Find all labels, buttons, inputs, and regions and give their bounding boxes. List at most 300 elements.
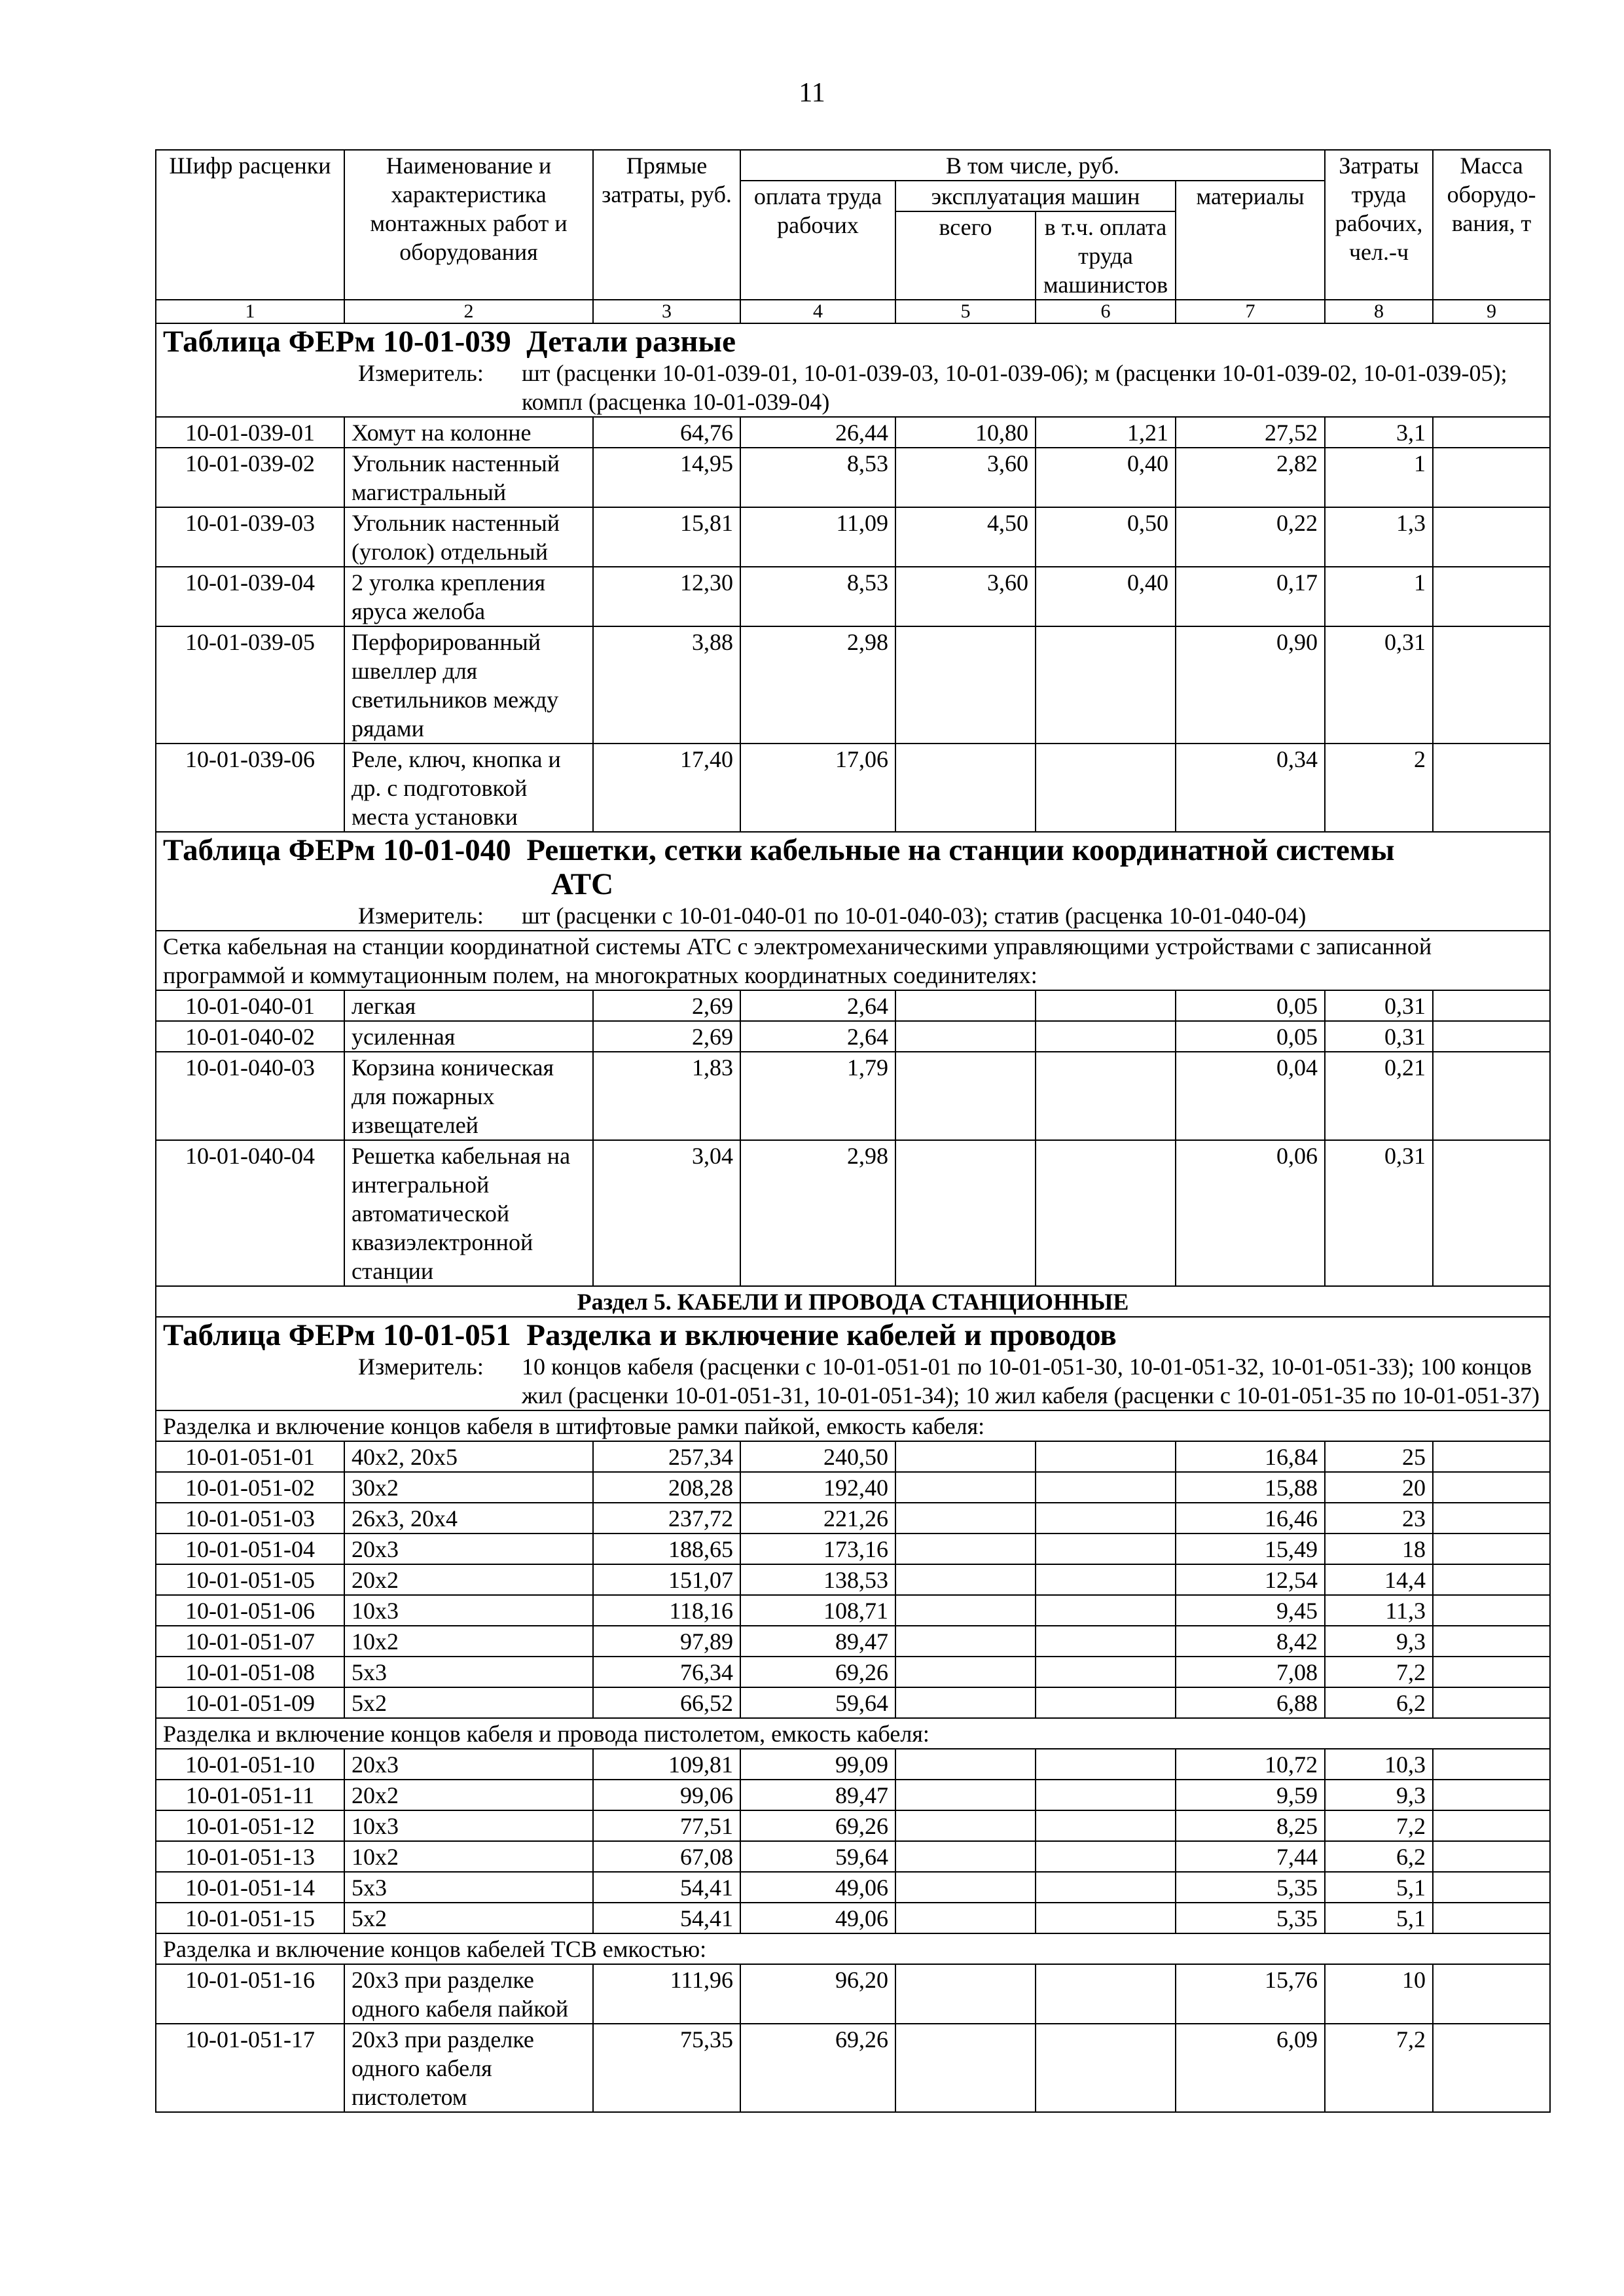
labor-hours-cell: 7,2 — [1325, 2024, 1433, 2112]
materials-cell: 15,88 — [1176, 1472, 1325, 1503]
materials-cell: 0,06 — [1176, 1140, 1325, 1286]
worker-wages-cell: 192,40 — [740, 1472, 895, 1503]
table-051-rows-3 — [156, 1964, 1550, 2112]
rate-code-cell: 10-01-039-05 — [156, 626, 344, 744]
materials-cell: 6,88 — [1176, 1687, 1325, 1718]
equipment-mass-cell — [1433, 1503, 1550, 1534]
worker-wages-cell: 49,06 — [740, 1903, 895, 1933]
header-including: В том числе, руб. — [740, 150, 1325, 181]
operator-wages-cell — [1036, 1687, 1176, 1718]
labor-hours-cell: 11,3 — [1325, 1595, 1433, 1626]
direct-costs-cell: 237,72 — [593, 1503, 740, 1534]
labor-hours-cell: 10,3 — [1325, 1749, 1433, 1780]
equipment-mass-cell — [1433, 1564, 1550, 1595]
machines-total-cell — [895, 1964, 1036, 2024]
column-number: 5 — [895, 300, 1036, 323]
equipment-mass-cell — [1433, 1810, 1550, 1841]
worker-wages-cell: 69,26 — [740, 1657, 895, 1687]
materials-cell: 0,05 — [1176, 1021, 1325, 1052]
work-name-cell: 10х3 — [344, 1595, 593, 1626]
equipment-mass-cell — [1433, 1749, 1550, 1780]
worker-wages-cell: 221,26 — [740, 1503, 895, 1534]
table-row — [156, 1810, 1550, 1841]
table-row — [156, 1595, 1550, 1626]
table-040-name-cont: АТС — [551, 867, 614, 901]
worker-wages-cell: 8,53 — [740, 448, 895, 507]
direct-costs-cell: 109,81 — [593, 1749, 740, 1780]
worker-wages-cell: 17,06 — [740, 744, 895, 832]
equipment-mass-cell — [1433, 417, 1550, 448]
machines-total-cell — [895, 744, 1036, 832]
work-name-cell: 2 уголка крепления яруса желоба — [344, 567, 593, 626]
worker-wages-cell: 2,64 — [740, 990, 895, 1021]
direct-costs-cell: 257,34 — [593, 1441, 740, 1472]
direct-costs-cell: 1,83 — [593, 1052, 740, 1140]
work-name-cell: 5х3 — [344, 1657, 593, 1687]
work-name-cell: 20х3 при разделке одного кабеля пайкой — [344, 1964, 593, 2024]
table-row — [156, 1052, 1550, 1140]
operator-wages-cell — [1036, 1780, 1176, 1810]
header-materials: материалы — [1176, 181, 1325, 300]
equipment-mass-cell — [1433, 626, 1550, 744]
equipment-mass-cell — [1433, 448, 1550, 507]
machines-total-cell — [895, 1595, 1036, 1626]
labor-hours-cell: 25 — [1325, 1441, 1433, 1472]
machines-total-cell — [895, 1687, 1036, 1718]
rate-code-cell: 10-01-039-01 — [156, 417, 344, 448]
table-051-subheader-1: Разделка и включение концов кабеля в штифтовые рамки пайкой, емкость кабеля: — [156, 1410, 1550, 1441]
labor-hours-cell: 1 — [1325, 567, 1433, 626]
machines-total-cell — [895, 1903, 1036, 1933]
table-row — [156, 990, 1550, 1021]
work-name-cell: 5х2 — [344, 1687, 593, 1718]
direct-costs-cell: 76,34 — [593, 1657, 740, 1687]
machines-total-cell — [895, 1872, 1036, 1903]
table-row — [156, 1903, 1550, 1933]
work-name-cell: 20х3 при разделке одного кабеля пистолетом — [344, 2024, 593, 2112]
table-040-name: Решетки, сетки кабельные на станции координатной системы — [526, 833, 1395, 867]
table-row — [156, 2024, 1550, 2112]
operator-wages-cell — [1036, 1021, 1176, 1052]
table-row — [156, 1841, 1550, 1872]
labor-hours-cell: 2 — [1325, 744, 1433, 832]
labor-hours-cell: 20 — [1325, 1472, 1433, 1503]
direct-costs-cell: 151,07 — [593, 1564, 740, 1595]
table-039-rows — [156, 417, 1550, 832]
worker-wages-cell: 89,47 — [740, 1626, 895, 1657]
work-name-cell: усиленная — [344, 1021, 593, 1052]
header-code: Шифр расценки — [156, 150, 344, 300]
direct-costs-cell: 75,35 — [593, 2024, 740, 2112]
table-051-measure — [163, 1352, 1543, 1410]
table-040-title — [156, 832, 1550, 931]
table-051-rows-2 — [156, 1749, 1550, 1933]
direct-costs-cell: 54,41 — [593, 1903, 740, 1933]
table-051-rows-1 — [156, 1441, 1550, 1718]
work-name-cell: Хомут на колонне — [344, 417, 593, 448]
materials-cell: 7,08 — [1176, 1657, 1325, 1687]
table-row — [156, 1441, 1550, 1472]
table-row — [156, 507, 1550, 567]
rate-code-cell: 10-01-039-06 — [156, 744, 344, 832]
rate-code-cell: 10-01-051-15 — [156, 1903, 344, 1933]
materials-cell: 8,42 — [1176, 1626, 1325, 1657]
equipment-mass-cell — [1433, 1657, 1550, 1687]
direct-costs-cell: 188,65 — [593, 1534, 740, 1564]
measure-value: шт (расценки с 10-01-040-01 по 10-01-040-03); статив (расценка 10-01-040-04) — [522, 903, 1307, 929]
operator-wages-cell — [1036, 1441, 1176, 1472]
direct-costs-cell: 2,69 — [593, 1021, 740, 1052]
table-row — [156, 1534, 1550, 1564]
materials-cell: 15,49 — [1176, 1534, 1325, 1564]
operator-wages-cell — [1036, 1626, 1176, 1657]
materials-cell: 0,22 — [1176, 507, 1325, 567]
measure-label: Измеритель: — [358, 360, 484, 386]
rate-code-cell: 10-01-051-12 — [156, 1810, 344, 1841]
worker-wages-cell: 26,44 — [740, 417, 895, 448]
equipment-mass-cell — [1433, 744, 1550, 832]
direct-costs-cell: 15,81 — [593, 507, 740, 567]
labor-hours-cell: 18 — [1325, 1534, 1433, 1564]
table-039-title — [156, 323, 1550, 417]
worker-wages-cell: 2,98 — [740, 1140, 895, 1286]
labor-hours-cell: 0,21 — [1325, 1052, 1433, 1140]
machines-total-cell: 3,60 — [895, 448, 1036, 507]
direct-costs-cell: 67,08 — [593, 1841, 740, 1872]
machines-total-cell — [895, 2024, 1036, 2112]
table-051-subheader-2: Разделка и включение концов кабеля и провода пистолетом, емкость кабеля: — [156, 1718, 1550, 1749]
work-name-cell: Решетка кабельная на интегральной автоматической квазиэлектронной станции — [344, 1140, 593, 1286]
equipment-mass-cell — [1433, 1021, 1550, 1052]
column-number: 4 — [740, 300, 895, 323]
price-table — [155, 149, 1551, 2113]
worker-wages-cell: 59,64 — [740, 1841, 895, 1872]
direct-costs-cell: 12,30 — [593, 567, 740, 626]
equipment-mass-cell — [1433, 1472, 1550, 1503]
labor-hours-cell: 9,3 — [1325, 1780, 1433, 1810]
equipment-mass-cell — [1433, 1140, 1550, 1286]
machines-total-cell — [895, 1472, 1036, 1503]
table-row — [156, 1657, 1550, 1687]
direct-costs-cell: 17,40 — [593, 744, 740, 832]
materials-cell: 2,82 — [1176, 448, 1325, 507]
work-name-cell: 20х2 — [344, 1564, 593, 1595]
table-row — [156, 1564, 1550, 1595]
work-name-cell: легкая — [344, 990, 593, 1021]
operator-wages-cell — [1036, 1140, 1176, 1286]
worker-wages-cell: 8,53 — [740, 567, 895, 626]
section-5-title: Раздел 5. КАБЕЛИ И ПРОВОДА СТАНЦИОННЫЕ — [156, 1286, 1550, 1317]
materials-cell: 8,25 — [1176, 1810, 1325, 1841]
worker-wages-cell: 240,50 — [740, 1441, 895, 1472]
worker-wages-cell: 108,71 — [740, 1595, 895, 1626]
equipment-mass-cell — [1433, 1052, 1550, 1140]
direct-costs-cell: 3,88 — [593, 626, 740, 744]
rate-code-cell: 10-01-051-10 — [156, 1749, 344, 1780]
rate-code-cell: 10-01-051-14 — [156, 1872, 344, 1903]
table-row — [156, 1140, 1550, 1286]
work-name-cell: 5х3 — [344, 1872, 593, 1903]
work-name-cell: Угольник настенный (уголок) отдельный — [344, 507, 593, 567]
materials-cell: 7,44 — [1176, 1841, 1325, 1872]
equipment-mass-cell — [1433, 1687, 1550, 1718]
table-039-measure — [163, 359, 1543, 416]
operator-wages-cell — [1036, 1964, 1176, 2024]
work-name-cell: 30х2 — [344, 1472, 593, 1503]
table-row — [156, 1021, 1550, 1052]
measure-label: Измеритель: — [358, 903, 484, 929]
table-row — [156, 626, 1550, 744]
machines-total-cell: 3,60 — [895, 567, 1036, 626]
rate-code-cell: 10-01-040-03 — [156, 1052, 344, 1140]
header-machines-total: всего — [895, 211, 1036, 300]
direct-costs-cell: 111,96 — [593, 1964, 740, 2024]
equipment-mass-cell — [1433, 1441, 1550, 1472]
materials-cell: 5,35 — [1176, 1872, 1325, 1903]
direct-costs-cell: 208,28 — [593, 1472, 740, 1503]
worker-wages-cell: 49,06 — [740, 1872, 895, 1903]
table-040-number: Таблица ФЕРм 10-01-040 — [163, 833, 511, 867]
labor-hours-cell: 0,31 — [1325, 1140, 1433, 1286]
operator-wages-cell — [1036, 1749, 1176, 1780]
labor-hours-cell: 1 — [1325, 448, 1433, 507]
labor-hours-cell: 6,2 — [1325, 1687, 1433, 1718]
materials-cell: 0,90 — [1176, 626, 1325, 744]
table-row — [156, 567, 1550, 626]
worker-wages-cell: 69,26 — [740, 2024, 895, 2112]
direct-costs-cell: 64,76 — [593, 417, 740, 448]
table-051-subheader-3: Разделка и включение концов кабелей ТСВ емкостью: — [156, 1933, 1550, 1964]
operator-wages-cell: 0,50 — [1036, 507, 1176, 567]
labor-hours-cell: 1,3 — [1325, 507, 1433, 567]
labor-hours-cell: 7,2 — [1325, 1810, 1433, 1841]
machines-total-cell — [895, 1657, 1036, 1687]
rate-code-cell: 10-01-051-17 — [156, 2024, 344, 2112]
page-number: 11 — [799, 78, 825, 108]
work-name-cell: 10х2 — [344, 1841, 593, 1872]
rate-code-cell: 10-01-051-11 — [156, 1780, 344, 1810]
operator-wages-cell — [1036, 1810, 1176, 1841]
work-name-cell: 26х3, 20х4 — [344, 1503, 593, 1534]
operator-wages-cell: 1,21 — [1036, 417, 1176, 448]
machines-total-cell — [895, 1780, 1036, 1810]
machines-total-cell — [895, 1564, 1036, 1595]
rate-code-cell: 10-01-039-04 — [156, 567, 344, 626]
operator-wages-cell — [1036, 1534, 1176, 1564]
operator-wages-cell — [1036, 1564, 1176, 1595]
table-040-rows — [156, 990, 1550, 1286]
materials-cell: 6,09 — [1176, 2024, 1325, 2112]
rate-code-cell: 10-01-039-02 — [156, 448, 344, 507]
equipment-mass-cell — [1433, 1903, 1550, 1933]
table-row — [156, 1872, 1550, 1903]
header-equipment-mass: Масса оборудо-вания, т — [1433, 150, 1550, 300]
machines-total-cell — [895, 626, 1036, 744]
materials-cell: 9,45 — [1176, 1595, 1325, 1626]
work-name-cell: 20х3 — [344, 1749, 593, 1780]
labor-hours-cell: 0,31 — [1325, 1021, 1433, 1052]
table-row — [156, 1964, 1550, 2024]
header-machines: эксплуатация машин — [895, 181, 1176, 211]
machines-total-cell — [895, 1626, 1036, 1657]
equipment-mass-cell — [1433, 1595, 1550, 1626]
labor-hours-cell: 3,1 — [1325, 417, 1433, 448]
labor-hours-cell: 10 — [1325, 1964, 1433, 2024]
table-row — [156, 1687, 1550, 1718]
table-040-subheader: Сетка кабельная на станции координатной системы АТС с электромеханическими управляющими устройствами с записанной программой и коммутационным полем, на многократных координатных соединителях: — [156, 931, 1550, 990]
table-row — [156, 744, 1550, 832]
labor-hours-cell: 5,1 — [1325, 1872, 1433, 1903]
materials-cell: 27,52 — [1176, 417, 1325, 448]
labor-hours-cell: 9,3 — [1325, 1626, 1433, 1657]
column-number: 6 — [1036, 300, 1176, 323]
labor-hours-cell: 14,4 — [1325, 1564, 1433, 1595]
work-name-cell: 5х2 — [344, 1903, 593, 1933]
table-039-number: Таблица ФЕРм 10-01-039 — [163, 325, 511, 359]
direct-costs-cell: 14,95 — [593, 448, 740, 507]
work-name-cell: Угольник настенный магистральный — [344, 448, 593, 507]
worker-wages-cell: 173,16 — [740, 1534, 895, 1564]
machines-total-cell — [895, 1503, 1036, 1534]
work-name-cell: 20х3 — [344, 1534, 593, 1564]
labor-hours-cell: 0,31 — [1325, 990, 1433, 1021]
machines-total-cell — [895, 1052, 1036, 1140]
equipment-mass-cell — [1433, 1534, 1550, 1564]
table-051-title — [156, 1317, 1550, 1410]
direct-costs-cell: 54,41 — [593, 1872, 740, 1903]
table-row — [156, 1472, 1550, 1503]
operator-wages-cell: 0,40 — [1036, 567, 1176, 626]
equipment-mass-cell — [1433, 1626, 1550, 1657]
header-worker-wages: оплата труда рабочих — [740, 181, 895, 300]
equipment-mass-cell — [1433, 567, 1550, 626]
work-name-cell: 10х3 — [344, 1810, 593, 1841]
column-number: 7 — [1176, 300, 1325, 323]
rate-code-cell: 10-01-051-02 — [156, 1472, 344, 1503]
rate-code-cell: 10-01-039-03 — [156, 507, 344, 567]
worker-wages-cell: 99,09 — [740, 1749, 895, 1780]
machines-total-cell — [895, 1140, 1036, 1286]
table-row — [156, 448, 1550, 507]
operator-wages-cell — [1036, 1841, 1176, 1872]
machines-total-cell — [895, 1441, 1036, 1472]
labor-hours-cell: 6,2 — [1325, 1841, 1433, 1872]
direct-costs-cell: 66,52 — [593, 1687, 740, 1718]
header-name: Наименование и характеристика монтажных работ и оборудования — [344, 150, 593, 300]
table-row — [156, 1503, 1550, 1534]
column-number: 3 — [593, 300, 740, 323]
rate-code-cell: 10-01-040-04 — [156, 1140, 344, 1286]
operator-wages-cell — [1036, 744, 1176, 832]
column-number: 2 — [344, 300, 593, 323]
machines-total-cell: 10,80 — [895, 417, 1036, 448]
labor-hours-cell: 5,1 — [1325, 1903, 1433, 1933]
materials-cell: 0,34 — [1176, 744, 1325, 832]
direct-costs-cell: 77,51 — [593, 1810, 740, 1841]
column-numbers-row — [156, 300, 1550, 323]
materials-cell: 5,35 — [1176, 1903, 1325, 1933]
materials-cell: 0,05 — [1176, 990, 1325, 1021]
rate-code-cell: 10-01-051-09 — [156, 1687, 344, 1718]
work-name-cell: 20х2 — [344, 1780, 593, 1810]
column-number: 8 — [1325, 300, 1433, 323]
worker-wages-cell: 89,47 — [740, 1780, 895, 1810]
operator-wages-cell — [1036, 1872, 1176, 1903]
worker-wages-cell: 11,09 — [740, 507, 895, 567]
operator-wages-cell — [1036, 1903, 1176, 1933]
equipment-mass-cell — [1433, 1964, 1550, 2024]
materials-cell: 0,17 — [1176, 567, 1325, 626]
materials-cell: 16,84 — [1176, 1441, 1325, 1472]
header-labor-hours: Затраты труда рабочих, чел.-ч — [1325, 150, 1433, 300]
worker-wages-cell: 59,64 — [740, 1687, 895, 1718]
operator-wages-cell: 0,40 — [1036, 448, 1176, 507]
machines-total-cell — [895, 1534, 1036, 1564]
rate-code-cell: 10-01-051-01 — [156, 1441, 344, 1472]
equipment-mass-cell — [1433, 990, 1550, 1021]
machines-total-cell — [895, 1810, 1036, 1841]
direct-costs-cell: 97,89 — [593, 1626, 740, 1657]
column-number: 1 — [156, 300, 344, 323]
rate-code-cell: 10-01-040-02 — [156, 1021, 344, 1052]
table-row — [156, 417, 1550, 448]
table-row — [156, 1749, 1550, 1780]
labor-hours-cell: 7,2 — [1325, 1657, 1433, 1687]
worker-wages-cell: 96,20 — [740, 1964, 895, 2024]
equipment-mass-cell — [1433, 507, 1550, 567]
operator-wages-cell — [1036, 1472, 1176, 1503]
table-051-number: Таблица ФЕРм 10-01-051 — [163, 1318, 511, 1352]
table-040-measure — [163, 901, 1543, 930]
direct-costs-cell: 2,69 — [593, 990, 740, 1021]
measure-value: шт (расценки 10-01-039-01, 10-01-039-03, 10-01-039-06); м (расценки 10-01-039-02, 10-01-039-05); компл (расценка 10-01-039-04) — [522, 360, 1507, 415]
work-name-cell: Реле, ключ, кнопка и др. с подготовкой места установки — [344, 744, 593, 832]
equipment-mass-cell — [1433, 1780, 1550, 1810]
rate-code-cell: 10-01-051-08 — [156, 1657, 344, 1687]
work-name-cell: Корзина коническая для пожарных извещателей — [344, 1052, 593, 1140]
work-name-cell: Перфорированный швеллер для светильников между рядами — [344, 626, 593, 744]
equipment-mass-cell — [1433, 1841, 1550, 1872]
operator-wages-cell — [1036, 1595, 1176, 1626]
machines-total-cell — [895, 1749, 1036, 1780]
operator-wages-cell — [1036, 626, 1176, 744]
measure-value: 10 концов кабеля (расценки с 10-01-051-01 по 10-01-051-30, 10-01-051-32, 10-01-051-33); 100 концов жил (расценки 10-01-051-31, 10-01-051-34); 10 жил кабеля (расценки с 10-01-051-35 по 10-01-051-37) — [522, 1354, 1540, 1408]
materials-cell: 15,76 — [1176, 1964, 1325, 2024]
table-row — [156, 1626, 1550, 1657]
measure-label: Измеритель: — [358, 1354, 484, 1380]
header-operator-wages: в т.ч. оплата труда машинистов — [1036, 211, 1176, 300]
materials-cell: 10,72 — [1176, 1749, 1325, 1780]
worker-wages-cell: 2,98 — [740, 626, 895, 744]
table-039-name: Детали разные — [526, 325, 736, 359]
header-direct-costs: Прямые затраты, руб. — [593, 150, 740, 300]
work-name-cell: 10х2 — [344, 1626, 593, 1657]
materials-cell: 9,59 — [1176, 1780, 1325, 1810]
work-name-cell: 40х2, 20х5 — [344, 1441, 593, 1472]
machines-total-cell — [895, 1841, 1036, 1872]
operator-wages-cell — [1036, 1503, 1176, 1534]
materials-cell: 12,54 — [1176, 1564, 1325, 1595]
column-number: 9 — [1433, 300, 1550, 323]
direct-costs-cell: 118,16 — [593, 1595, 740, 1626]
rate-code-cell: 10-01-051-13 — [156, 1841, 344, 1872]
worker-wages-cell: 138,53 — [740, 1564, 895, 1595]
direct-costs-cell: 99,06 — [593, 1780, 740, 1810]
machines-total-cell — [895, 990, 1036, 1021]
worker-wages-cell: 2,64 — [740, 1021, 895, 1052]
equipment-mass-cell — [1433, 2024, 1550, 2112]
equipment-mass-cell — [1433, 1872, 1550, 1903]
